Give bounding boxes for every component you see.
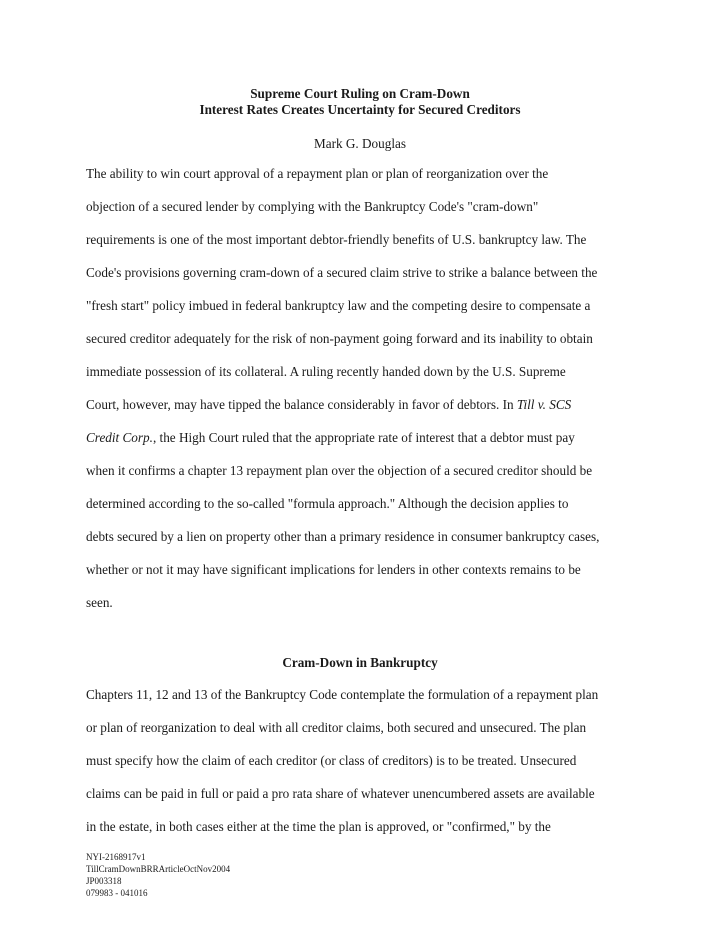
paragraph-line: when it confirms a chapter 13 repayment plan over the objection of a secured creditor should be bbox=[86, 463, 593, 478]
paragraph-line: Chapters 11, 12 and 13 of the Bankruptcy Code contemplate the formulation of a repayment plan bbox=[86, 687, 599, 702]
paragraph-line: immediate possession of its collateral. A ruling recently handed down by the U.S. Supreme bbox=[86, 364, 566, 379]
paragraph-line: Code's provisions governing cram-down of a secured claim strive to strike a balance between the bbox=[86, 265, 598, 280]
footer-matter-number: 079983 - 041016 bbox=[86, 888, 148, 898]
case-name-italic: Credit Corp. bbox=[86, 430, 153, 445]
paragraph-line: determined according to the so-called "formula approach." Although the decision applies to bbox=[86, 496, 569, 511]
title-line-2: Interest Rates Creates Uncertainty for Secured Creditors bbox=[199, 102, 521, 117]
line-text: Court, however, may have tipped the balance considerably in favor of debtors. In bbox=[86, 397, 517, 412]
section-heading: Cram-Down in Bankruptcy bbox=[282, 655, 438, 670]
paragraph-line: requirements is one of the most important debtor-friendly benefits of U.S. bankruptcy law. The bbox=[86, 232, 587, 247]
paragraph-line: "fresh start" policy imbued in federal bankruptcy law and the competing desire to compensate a bbox=[86, 298, 591, 313]
paragraph-line: objection of a secured lender by complying with the Bankruptcy Code's "cram-down" bbox=[86, 199, 539, 214]
footer-filename: TillCramDownBRRArticleOctNov2004 bbox=[86, 864, 231, 874]
paragraph-line bbox=[86, 397, 571, 413]
paragraph-line bbox=[86, 430, 575, 446]
paragraph-line: must specify how the claim of each creditor (or class of creditors) is to be treated. Unsecured bbox=[86, 753, 577, 768]
footer-code: JP003318 bbox=[86, 876, 122, 886]
paragraph-line: secured creditor adequately for the risk of non-payment going forward and its inability to obtain bbox=[86, 331, 593, 346]
line-text: , the High Court ruled that the appropriate rate of interest that a debtor must pay bbox=[152, 430, 575, 445]
paragraph-line: seen. bbox=[86, 595, 113, 610]
footer-doc-id: NYI-2168917v1 bbox=[86, 852, 146, 862]
paragraph-line: or plan of reorganization to deal with all creditor claims, both secured and unsecured. The plan bbox=[86, 720, 587, 735]
paragraph-line: in the estate, in both cases either at the time the plan is approved, or "confirmed," by the bbox=[86, 819, 551, 834]
paragraph-line: The ability to win court approval of a repayment plan or plan of reorganization over the bbox=[86, 166, 549, 181]
case-name-italic: Till v. SCS bbox=[516, 397, 572, 412]
paragraph-line: claims can be paid in full or paid a pro rata share of whatever unencumbered assets are available bbox=[86, 786, 595, 801]
paragraph-line: whether or not it may have significant implications for lenders in other contexts remains to be bbox=[86, 562, 581, 577]
title-line-1: Supreme Court Ruling on Cram-Down bbox=[250, 86, 470, 101]
paragraph-line: debts secured by a lien on property other than a primary residence in consumer bankruptcy cases, bbox=[86, 529, 600, 544]
author-name: Mark G. Douglas bbox=[314, 136, 406, 151]
